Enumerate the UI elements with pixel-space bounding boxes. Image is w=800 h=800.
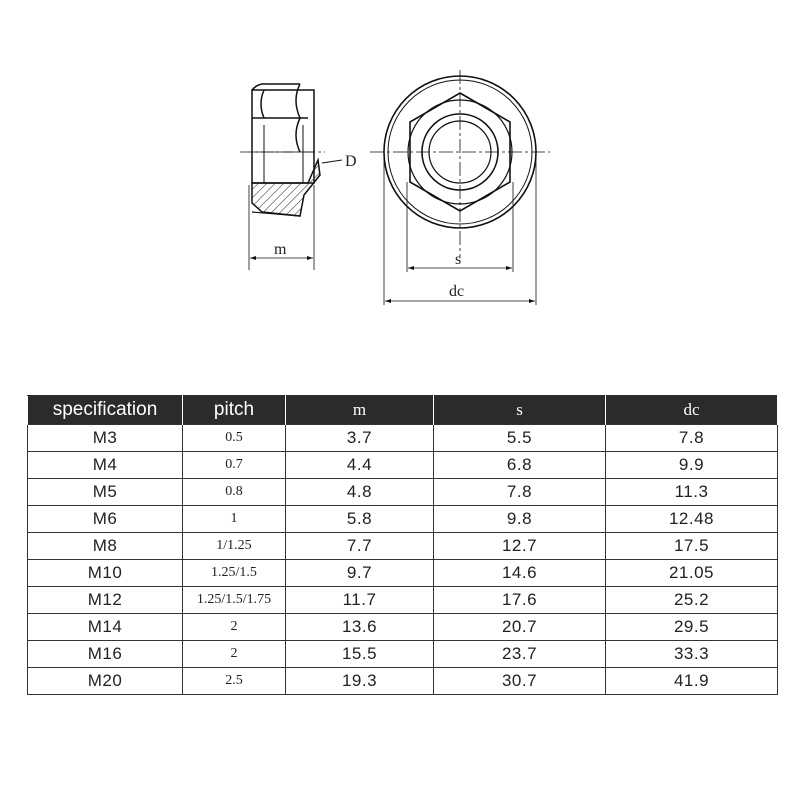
cell-m: 15.5 (286, 641, 434, 668)
header-pitch: pitch (183, 396, 286, 425)
header-dc: dc (606, 396, 778, 425)
cell-spec: M14 (28, 614, 183, 641)
cell-dc: 12.48 (606, 506, 778, 533)
cell-dc: 21.05 (606, 560, 778, 587)
cell-spec: M6 (28, 506, 183, 533)
cell-m: 5.8 (286, 506, 434, 533)
table-row (28, 533, 778, 560)
cell-s: 6.8 (434, 452, 606, 479)
table-row (28, 614, 778, 641)
cell-m: 4.8 (286, 479, 434, 506)
cell-m: 11.7 (286, 587, 434, 614)
label-m: m (274, 241, 287, 258)
cell-spec: M8 (28, 533, 183, 560)
cell-spec: M12 (28, 587, 183, 614)
cell-s: 20.7 (434, 614, 606, 641)
label-d: D (345, 153, 357, 170)
top-view (370, 70, 550, 305)
header-specification: specification (28, 396, 183, 425)
cell-dc: 25.2 (606, 587, 778, 614)
table-row (28, 452, 778, 479)
cell-m: 19.3 (286, 668, 434, 695)
label-dc: dc (449, 283, 465, 300)
cell-spec: M3 (28, 425, 183, 452)
cell-dc: 11.3 (606, 479, 778, 506)
cell-dc: 41.9 (606, 668, 778, 695)
cell-dc: 29.5 (606, 614, 778, 641)
header-m: m (286, 396, 434, 425)
cell-s: 30.7 (434, 668, 606, 695)
table-row (28, 506, 778, 533)
table-row (28, 425, 778, 452)
cell-s: 23.7 (434, 641, 606, 668)
cell-spec: M4 (28, 452, 183, 479)
table-row (28, 641, 778, 668)
cell-spec: M5 (28, 479, 183, 506)
cell-s: 7.8 (434, 479, 606, 506)
cell-pitch: 0.8 (183, 479, 286, 506)
cell-s: 17.6 (434, 587, 606, 614)
cell-s: 12.7 (434, 533, 606, 560)
cell-dc: 7.8 (606, 425, 778, 452)
cell-pitch: 1 (183, 506, 286, 533)
header-s: s (434, 396, 606, 425)
cell-dc: 9.9 (606, 452, 778, 479)
cell-spec: M10 (28, 560, 183, 587)
cell-m: 3.7 (286, 425, 434, 452)
cell-s: 5.5 (434, 425, 606, 452)
table-header-row (28, 396, 778, 425)
cell-pitch: 0.5 (183, 425, 286, 452)
cell-m: 4.4 (286, 452, 434, 479)
cell-pitch: 0.7 (183, 452, 286, 479)
cell-spec: M20 (28, 668, 183, 695)
flange-nut-drawing (0, 0, 800, 370)
table-row (28, 479, 778, 506)
cell-m: 9.7 (286, 560, 434, 587)
cell-pitch: 2 (183, 614, 286, 641)
cell-pitch: 1/1.25 (183, 533, 286, 560)
cell-dc: 17.5 (606, 533, 778, 560)
cell-pitch: 1.25/1.5 (183, 560, 286, 587)
table-row (28, 587, 778, 614)
table-row (28, 668, 778, 695)
cell-s: 14.6 (434, 560, 606, 587)
cell-s: 9.8 (434, 506, 606, 533)
cell-m: 13.6 (286, 614, 434, 641)
cell-m: 7.7 (286, 533, 434, 560)
label-s: s (455, 251, 462, 268)
cell-pitch: 1.25/1.5/1.75 (183, 587, 286, 614)
cell-pitch: 2 (183, 641, 286, 668)
cell-spec: M16 (28, 641, 183, 668)
side-view (240, 84, 357, 270)
table-row (28, 560, 778, 587)
cell-pitch: 2.5 (183, 668, 286, 695)
spec-table (27, 395, 778, 695)
cell-dc: 33.3 (606, 641, 778, 668)
